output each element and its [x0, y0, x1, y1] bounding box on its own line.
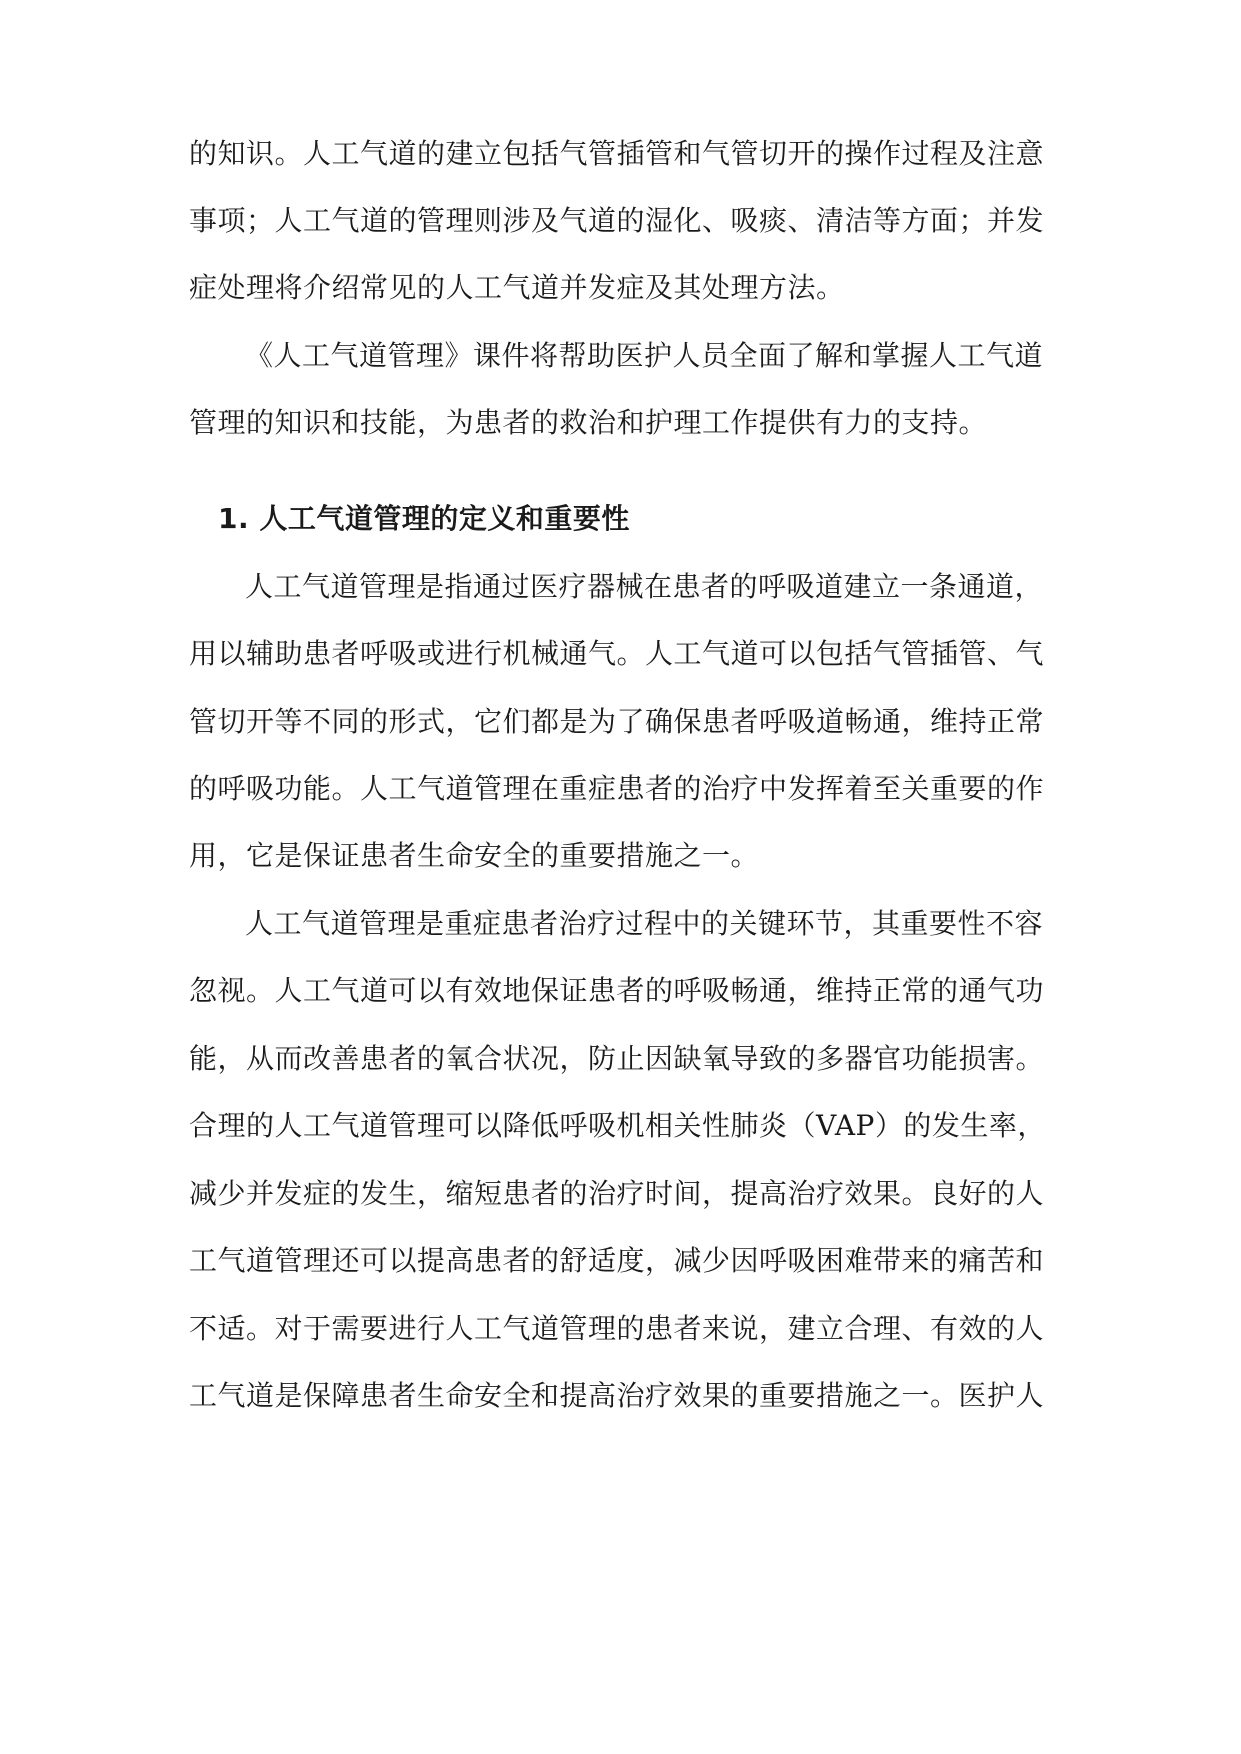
paragraph-line: 管理的知识和技能，为患者的救治和护理工作提供有力的支持。	[189, 406, 988, 439]
paragraph-line: 人工气道管理是重症患者治疗过程中的关键环节，其重要性不容	[245, 907, 1044, 940]
paragraph-line: 工气道是保障患者生命安全和提高治疗效果的重要措施之一。医护人	[189, 1379, 1045, 1412]
paragraph-line: 工气道管理还可以提高患者的舒适度，减少因呼吸困难带来的痛苦和	[189, 1244, 1045, 1277]
paragraph-line: 的知识。人工气道的建立包括气管插管和气管切开的操作过程及注意	[189, 137, 1045, 170]
paragraph-line: 忽视。人工气道可以有效地保证患者的呼吸畅通，维持正常的通气功	[189, 974, 1045, 1007]
section-heading: 1. 人工气道管理的定义和重要性	[218, 502, 630, 535]
paragraph-line: 《人工气道管理》课件将帮助医护人员全面了解和掌握人工气道	[245, 339, 1044, 372]
paragraph-line: 的呼吸功能。人工气道管理在重症患者的治疗中发挥着至关重要的作	[189, 772, 1045, 805]
paragraph-line: 管切开等不同的形式，它们都是为了确保患者呼吸道畅通，维持正常	[189, 705, 1045, 738]
paragraph-line: 减少并发症的发生，缩短患者的治疗时间，提高治疗效果。良好的人	[189, 1177, 1045, 1210]
paragraph-line: 能，从而改善患者的氧合状况，防止因缺氧导致的多器官功能损害。	[189, 1042, 1045, 1075]
paragraph-line: 事项；人工气道的管理则涉及气道的湿化、吸痰、清洁等方面；并发	[189, 204, 1045, 237]
paragraph-line: 用以辅助患者呼吸或进行机械通气。人工气道可以包括气管插管、气	[189, 637, 1045, 670]
paragraph-line: 不适。对于需要进行人工气道管理的患者来说，建立合理、有效的人	[189, 1312, 1045, 1345]
paragraph-line: 合理的人工气道管理可以降低呼吸机相关性肺炎（VAP）的发生率，	[189, 1109, 1046, 1142]
paragraph-line: 用，它是保证患者生命安全的重要措施之一。	[189, 839, 760, 872]
paragraph-line: 症处理将介绍常见的人工气道并发症及其处理方法。	[189, 271, 845, 304]
paragraph-line: 人工气道管理是指通过医疗器械在患者的呼吸道建立一条通道，	[245, 570, 1044, 603]
